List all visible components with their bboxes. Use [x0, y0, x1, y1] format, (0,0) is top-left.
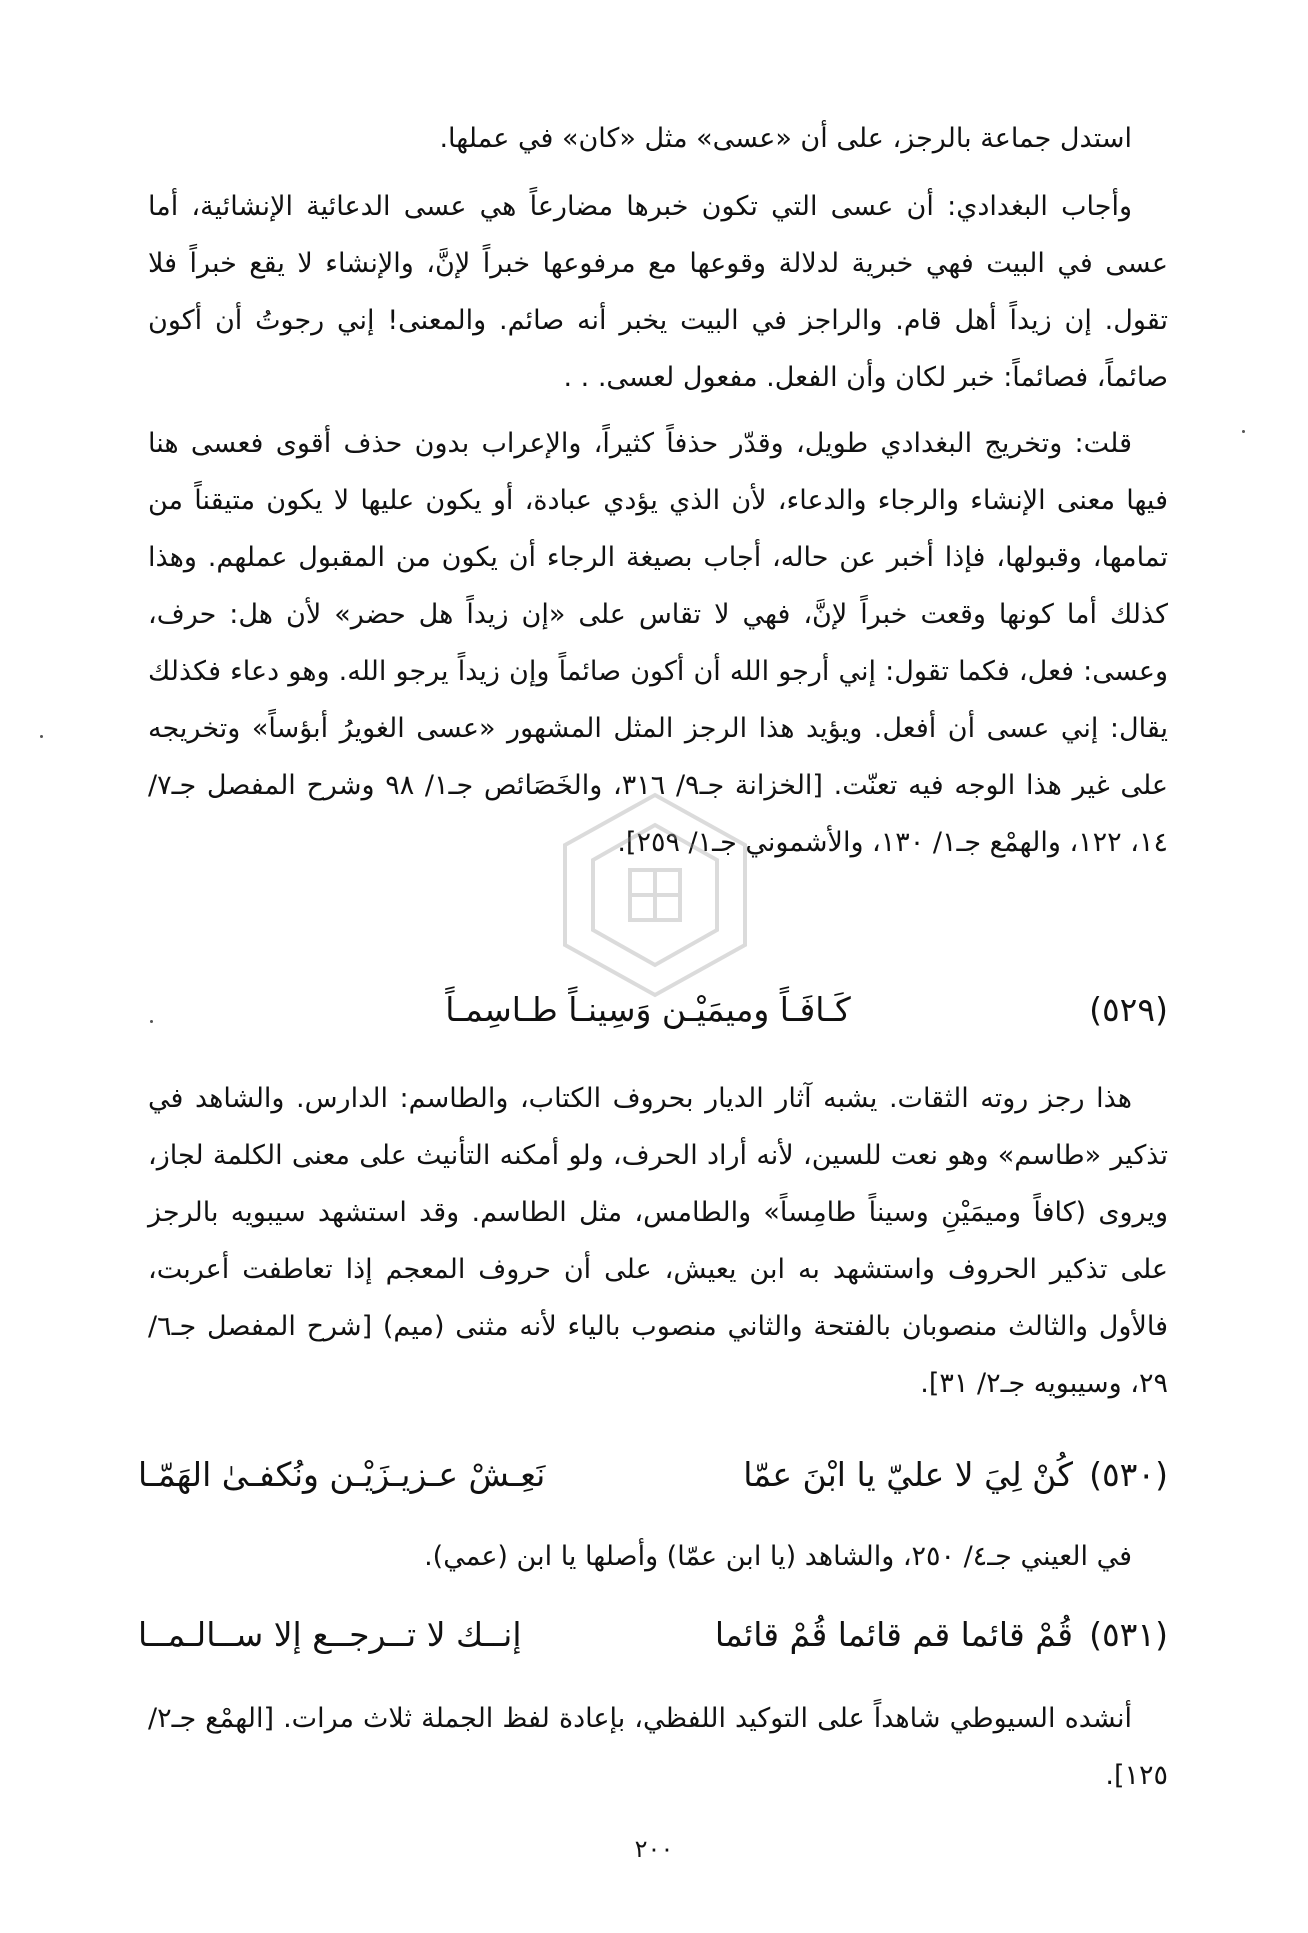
verse-531-second-hemistich: إنــك لا تــرجــع إلا ســالـمــا — [138, 1615, 522, 1654]
library-seal-icon — [545, 785, 765, 1005]
paragraph-1 — [148, 110, 1168, 167]
paragraph-5 — [148, 1528, 1168, 1585]
scan-speck — [40, 735, 43, 738]
paragraph-4-text: هذا رجز روته الثقات. يشبه آثار الديار بحروف الكتاب، والطاسم: الدارس. والشاهد في تذكير «طاسم» وهو نعت للسين، لأنه أراد الحرف، ولو أمكنه التأنيث على معنى الكلمة لجاز، ويروى (كافاً وميمَيْنِ وسيناً طامِساً» والطامس، مثل الطاسم. وقد استشهد سيبويه بالرجز على تذكير الحروف واستشهد به ابن يعيش، على أن حروف المعجم إذا تعاطفت أعربت، فالأول والثالث منصوبان بالفتحة والثاني منصوب بالياء لأنه مثنى (ميم) [شرح المفصل جـ٦/ ٢٩، وسيبويه جـ٢/ ٣١]. — [148, 1083, 1168, 1399]
verse-531-number: (٥٣١) — [1089, 1615, 1168, 1654]
paragraph-2 — [148, 178, 1168, 406]
verse-531 — [138, 1605, 1168, 1665]
verse-530-number: (٥٣٠) — [1089, 1455, 1168, 1494]
paragraph-5-text: في العيني جـ٤/ ٢٥٠، والشاهد (يا ابن عمّا) وأصلها يا ابن (عمي). — [424, 1541, 1132, 1572]
verse-531-first-hemistich: قُمْ قائما قم قائما قُمْ قائما — [714, 1615, 1073, 1654]
paragraph-1-text: استدل جماعة بالرجز، على أن «عسى» مثل «كان» في عملها. — [439, 123, 1132, 154]
paragraph-4 — [148, 1070, 1168, 1412]
verse-530 — [138, 1445, 1168, 1505]
paragraph-6-text: أنشده السيوطي شاهداً على التوكيد اللفظي، بإعادة لفظ الجملة ثلاث مرات. [الهمْع جـ٢/ ١٢٥]. — [148, 1703, 1168, 1791]
verse-529-number: (٥٢٩) — [1089, 990, 1168, 1029]
paragraph-3-text: قلت: وتخريج البغدادي طويل، وقدّر حذفاً كثيراً، والإعراب بدون حذف أقوى فعسى هنا فيها معنى الإنشاء والرجاء والدعاء، لأن الذي يؤدي عبادة، أو يكون عليها لا يكون متيقناً من تمامها، وقبولها، فإذا أخبر عن حاله، أجاب بصيغة الرجاء أن يكون من المقبول عملهم. وهذا كذلك أما كونها وقعت خبراً لإنَّ، فهي لا تقاس على «إن زيداً هل حضر» لأن هل: حرف، وعسى: فعل، فكما تقول: إني أرجو الله أن أكون صائماً وإن زيداً يرجو الله. وهو دعاء فكذلك يقال: إني عسى أن أفعل. ويؤيد هذا الرجز المثل المشهور «عسى الغويرُ أبؤساً» وتخريجه على غير هذا الوجه فيه تعنّت. [الخزانة جـ٩/ ٣١٦، والخَصَائص جـ١/ ٩٨ وشرح المفصل جـ٧/ ١٤، ١٢٢، والهمْع جـ١/ ١٣٠، والأشموني جـ١/ ٢٥٩]. — [148, 428, 1168, 858]
scan-speck — [150, 1020, 153, 1023]
page-number: ٢٠٠ — [634, 1835, 674, 1863]
paragraph-6 — [148, 1690, 1168, 1804]
verse-530-second-hemistich: نَعِـشْ عـزيـزَيْـن ونُكفـىٰ الهَمّـا — [138, 1455, 546, 1494]
paragraph-2-text: وأجاب البغدادي: أن عسى التي تكون خبرها مضارعاً هي عسى الدعائية الإنشائية، أما عسى في البيت فهي خبرية لدلالة وقوعها مع مرفوعها خبراً لإنَّ، والإنشاء لا يقع خبراً فلا تقول. إن زيداً أهل قام. والراجز في البيت يخبر أنه صائم. والمعنى! إني رجوتُ أن أكون صائماً، فصائماً: خبر لكان وأن الفعل. مفعول لعسى. . . — [148, 191, 1168, 393]
scan-speck — [1242, 430, 1245, 433]
verse-529-text: كَـافَـاً وميمَيْـن وَسِينـاً طـاسِمـاً — [445, 990, 851, 1029]
verse-530-first-hemistich: كُنْ لِيَ لا عليّ يا ابْنَ عمّا — [743, 1455, 1073, 1494]
